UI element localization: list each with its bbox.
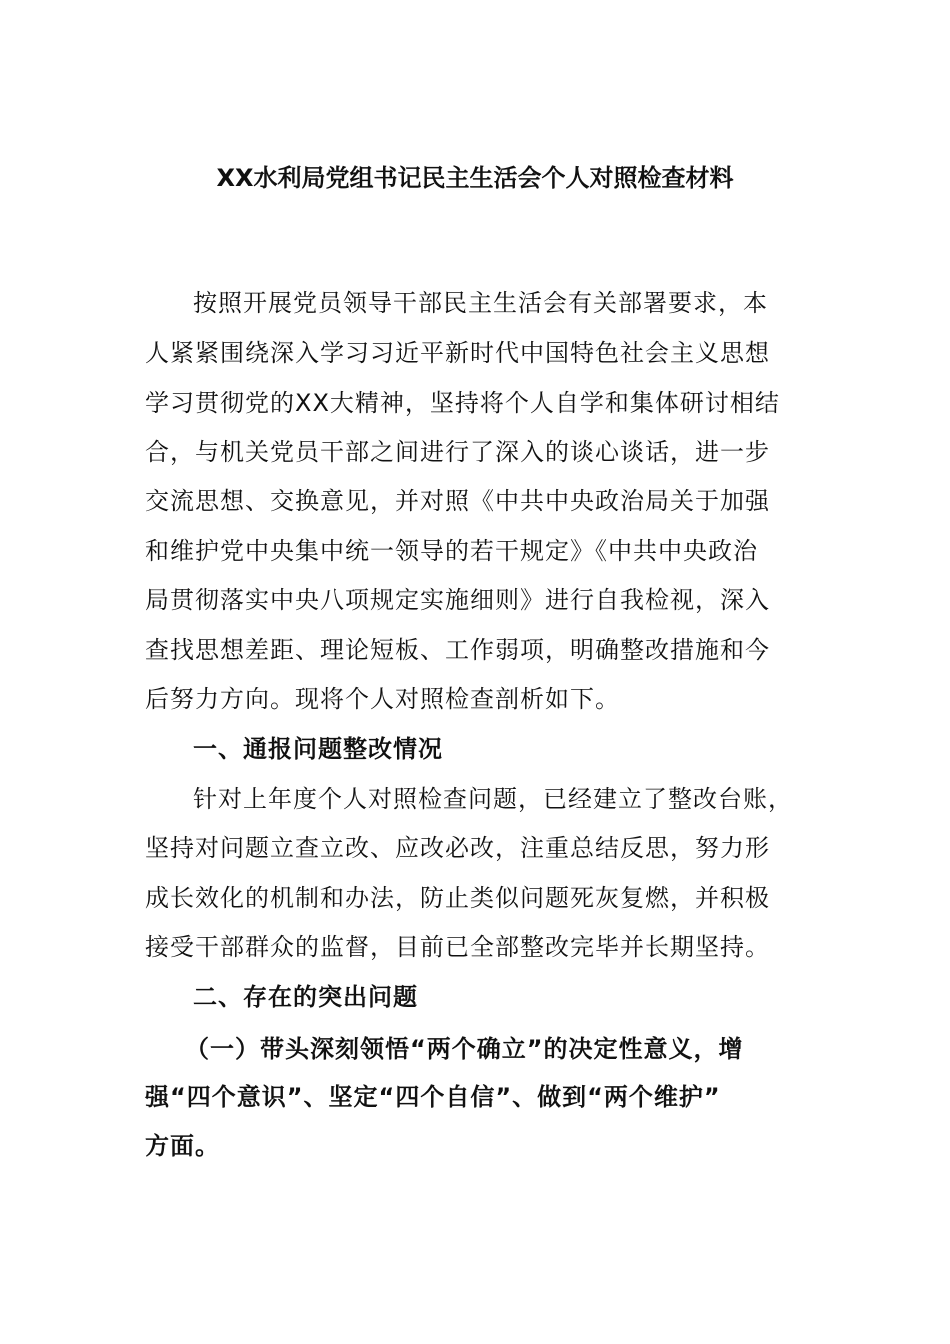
section-1-line-1: 针对上年度个人对照检查问题，已经建立了整改台账，	[193, 785, 793, 813]
section-2-heading: 二、存在的突出问题	[193, 983, 418, 1011]
subsection-1-line-3: 方面。	[145, 1132, 220, 1160]
intro-line-8: 查找思想差距、理论短板、工作弱项，明确整改措施和今	[145, 636, 770, 664]
intro-line-9: 后努力方向。现将个人对照检查剖析如下。	[145, 685, 620, 713]
subsection-1-line-2: 强“四个意识”、坚定“四个自信”、做到“两个维护”	[145, 1083, 721, 1111]
intro-line-6: 和维护党中央集中统一领导的若干规定》《中共中央政治	[145, 537, 758, 565]
section-1-line-3: 成长效化的机制和办法，防止类似问题死灰复燃，并积极	[145, 884, 770, 912]
intro-line-1: 按照开展党员领导干部民主生活会有关部署要求，本	[193, 289, 768, 317]
intro-line-5: 交流思想、交换意见，并对照《中共中央政治局关于加强	[145, 487, 770, 515]
intro-line-2: 人紧紧围绕深入学习习近平新时代中国特色社会主义思想	[145, 339, 770, 367]
intro-line-4: 合，与机关党员干部之间进行了深入的谈心谈话，进一步	[145, 438, 770, 466]
subsection-1-line-1: （一）带头深刻领悟“两个确立”的决定性意义，增	[185, 1035, 744, 1063]
section-1-line-4: 接受干部群众的监督，目前已全部整改完毕并长期坚持。	[145, 933, 770, 961]
intro-line-3: 学习贯彻党的XX大精神，坚持将个人自学和集体研讨相结	[145, 389, 780, 417]
intro-line-7: 局贯彻落实中央八项规定实施细则》进行自我检视，深入	[145, 586, 770, 614]
section-1-line-2: 坚持对问题立查立改、应改必改，注重总结反思，努力形	[145, 834, 770, 862]
section-1-heading: 一、通报问题整改情况	[193, 735, 443, 763]
document-title: XX水利局党组书记民主生活会个人对照检查材料	[216, 164, 734, 192]
